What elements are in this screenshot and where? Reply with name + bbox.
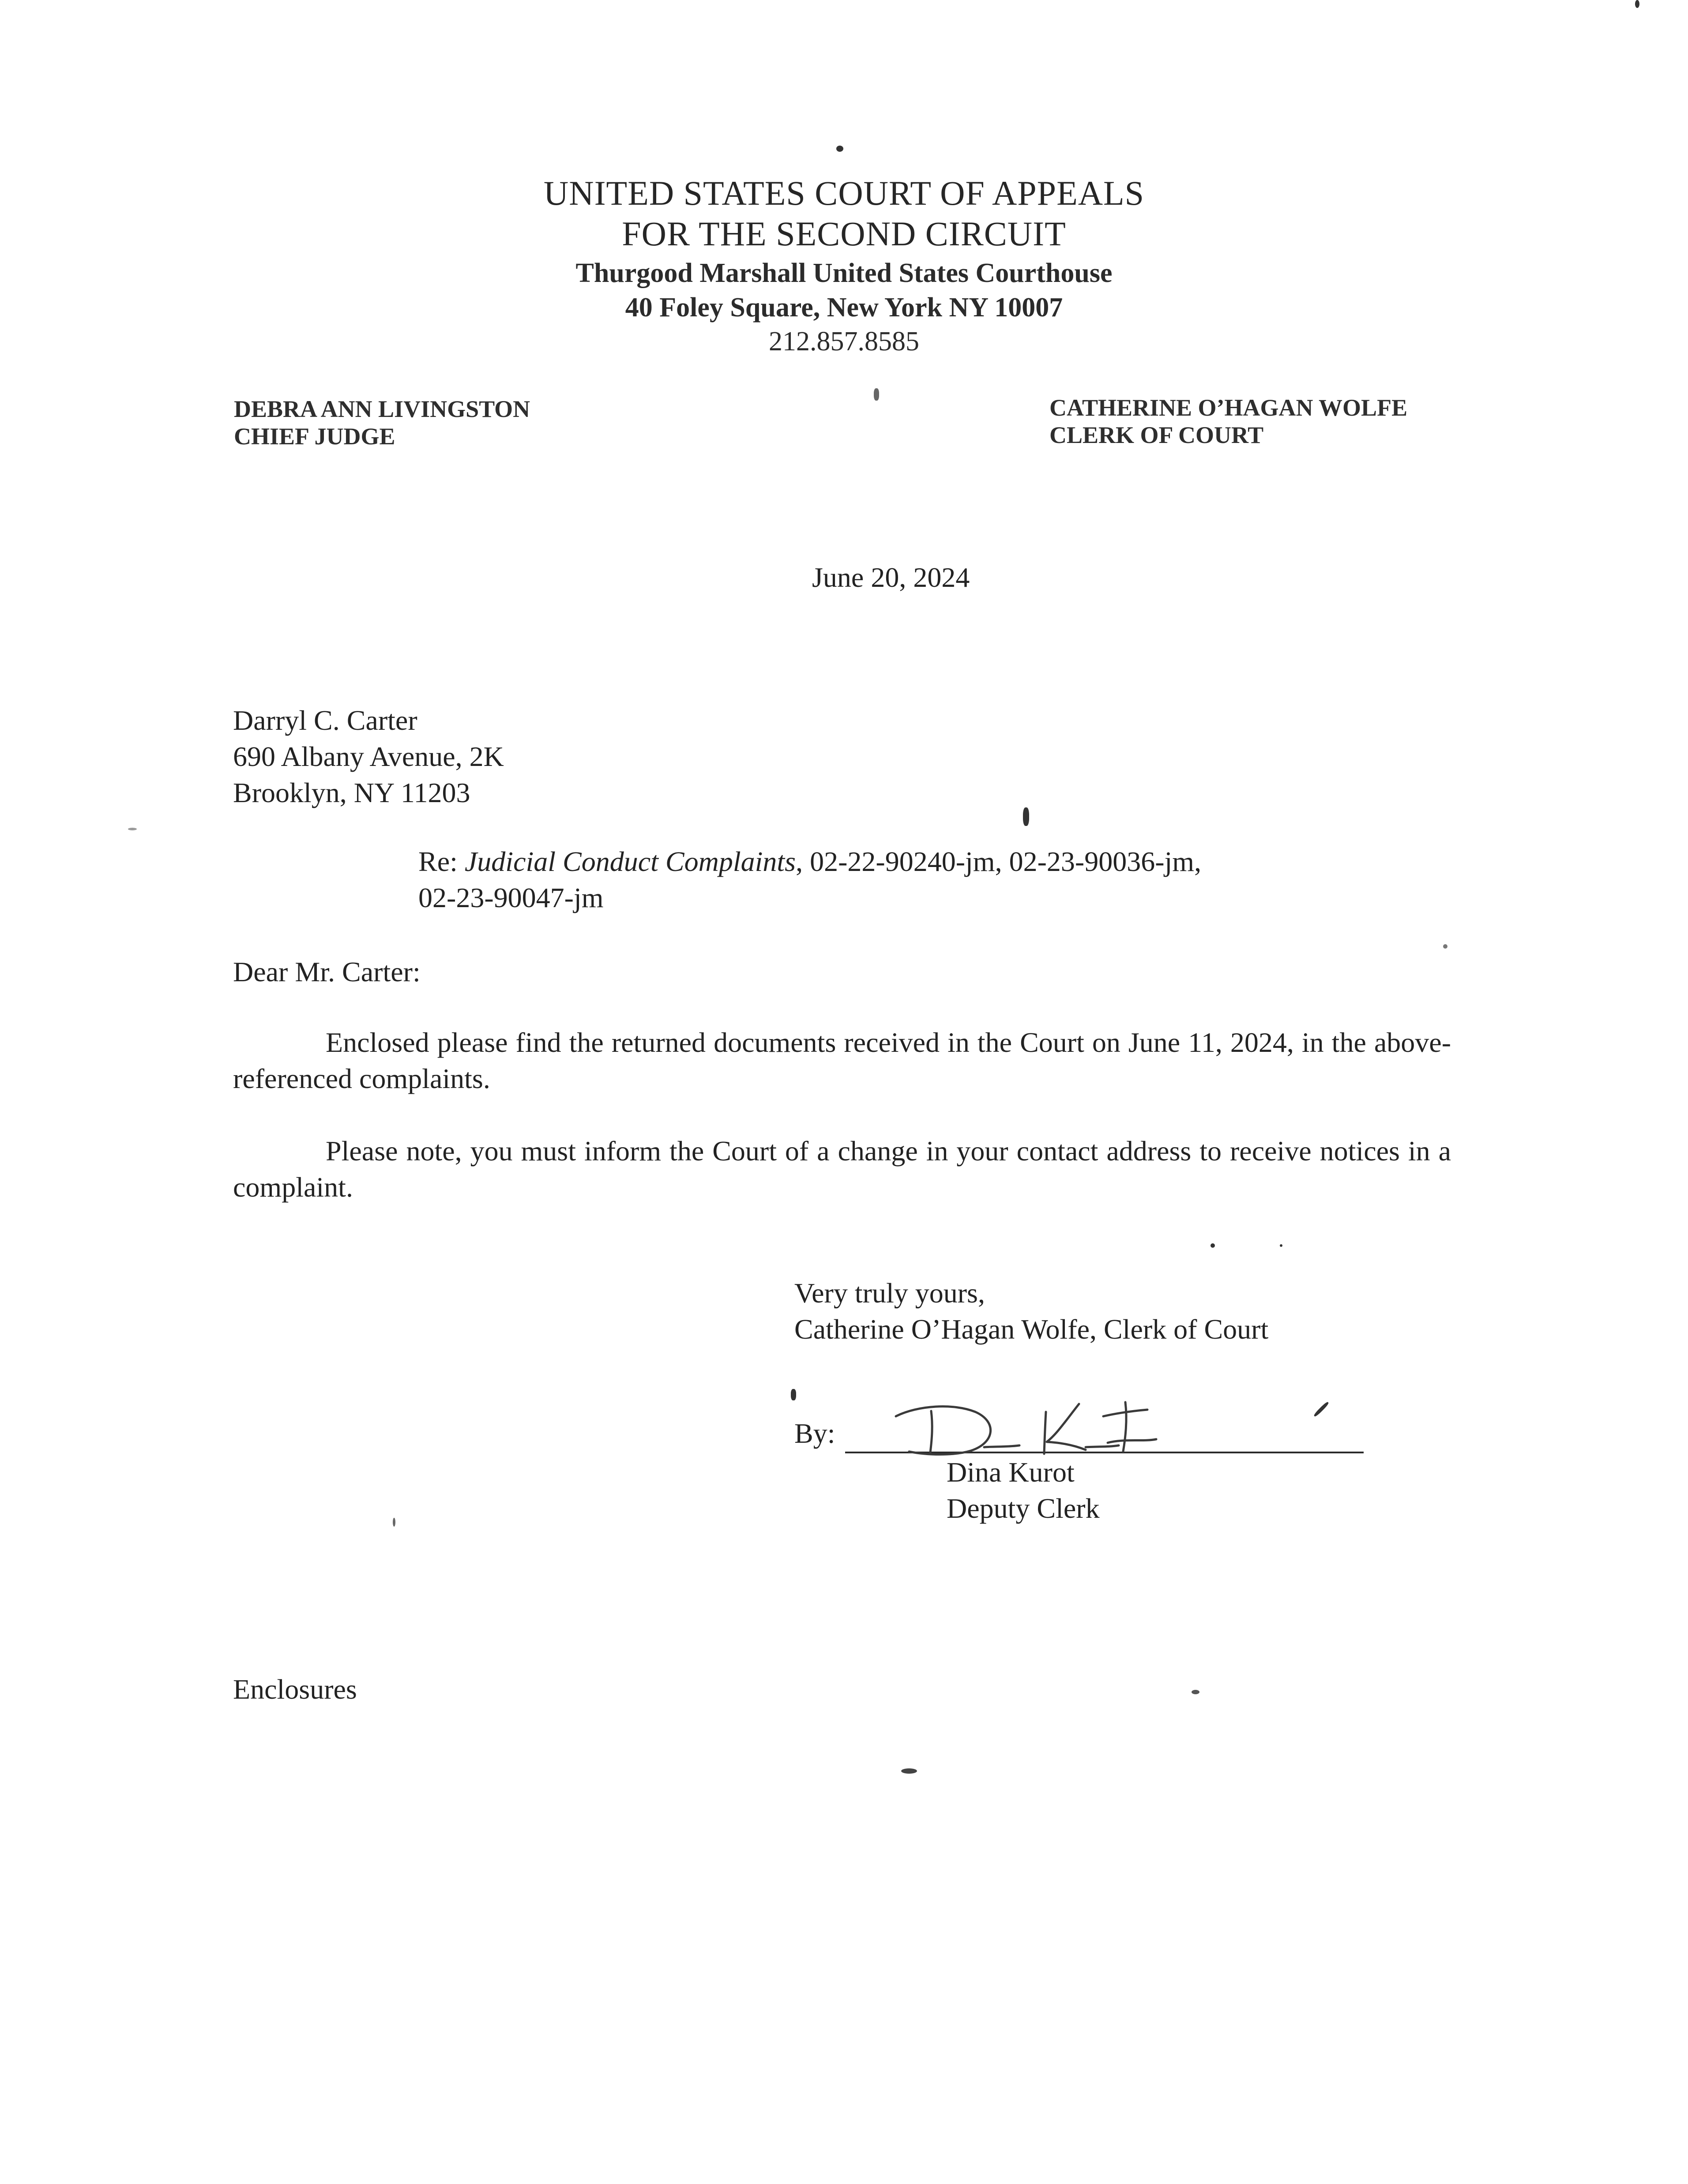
re-prefix: Re: — [418, 846, 465, 877]
signer-block — [947, 1454, 1100, 1527]
chief-judge-title: CHIEF JUDGE — [234, 423, 395, 450]
handwritten-signature — [878, 1385, 1187, 1460]
clerk-block — [1049, 394, 1407, 449]
scan-speck — [874, 388, 879, 401]
courthouse-block — [0, 256, 1688, 325]
by-label: By: — [794, 1418, 835, 1449]
scan-speck — [1211, 1243, 1215, 1248]
re-line-1 — [418, 844, 1201, 880]
scan-speck — [393, 1518, 395, 1527]
chief-judge-block — [234, 395, 530, 450]
scan-speck — [1023, 807, 1029, 826]
signer-name: Dina Kurot — [947, 1456, 1075, 1488]
scan-speck — [128, 828, 137, 830]
scan-speck — [1280, 1244, 1282, 1247]
salutation: Dear Mr. Carter: — [233, 956, 421, 987]
paragraph-enclosed: Enclosed please find the returned documents received in the Court on June 11, 2024, in the above-referenced complaints. — [233, 1027, 1451, 1094]
re-line — [418, 844, 1201, 916]
clerk-name: CATHERINE O’HAGAN WOLFE — [1049, 394, 1408, 421]
recipient-city: Brooklyn, NY 11203 — [233, 777, 470, 808]
court-name — [0, 173, 1688, 254]
court-name-line2: FOR THE SECOND CIRCUIT — [622, 214, 1066, 253]
valediction: Very truly yours, — [794, 1277, 985, 1309]
courthouse-address: 40 Foley Square, New York NY 10007 — [625, 293, 1063, 323]
signer-title: Deputy Clerk — [947, 1493, 1100, 1524]
letter-date: June 20, 2024 — [812, 562, 970, 593]
scan-speck — [836, 146, 843, 152]
signatory: Catherine O’Hagan Wolfe, Clerk of Court — [794, 1313, 1269, 1345]
scan-speck — [791, 1389, 796, 1400]
scan-speck — [1443, 944, 1447, 949]
court-name-line1: UNITED STATES COURT OF APPEALS — [543, 174, 1145, 212]
chief-judge-name: DEBRA ANN LIVINGSTON — [234, 396, 530, 422]
court-phone: 212.857.8585 — [769, 326, 919, 356]
enclosures-note: Enclosures — [233, 1674, 357, 1705]
recipient-name: Darryl C. Carter — [233, 705, 417, 736]
closing-block — [794, 1275, 1268, 1347]
paragraph-note: Please note, you must inform the Court of a change in your contact address to receive notices in a complaint. — [233, 1135, 1451, 1203]
re-subject: Judicial Conduct Complaints — [464, 846, 796, 877]
recipient-address — [233, 702, 504, 811]
clerk-title: CLERK OF COURT — [1049, 422, 1264, 448]
scan-speck — [1192, 1690, 1199, 1694]
courthouse-name: Thurgood Marshall United States Courthouse — [575, 258, 1113, 288]
re-numbers-2: 02-23-90047-jm — [418, 882, 604, 913]
re-numbers-1: , 02-22-90240-jm, 02-23-90036-jm, — [796, 846, 1202, 877]
recipient-street: 690 Albany Avenue, 2K — [233, 741, 504, 772]
scan-speck — [1313, 1401, 1330, 1418]
scan-speck — [901, 1768, 917, 1774]
scan-speck — [1635, 0, 1639, 8]
